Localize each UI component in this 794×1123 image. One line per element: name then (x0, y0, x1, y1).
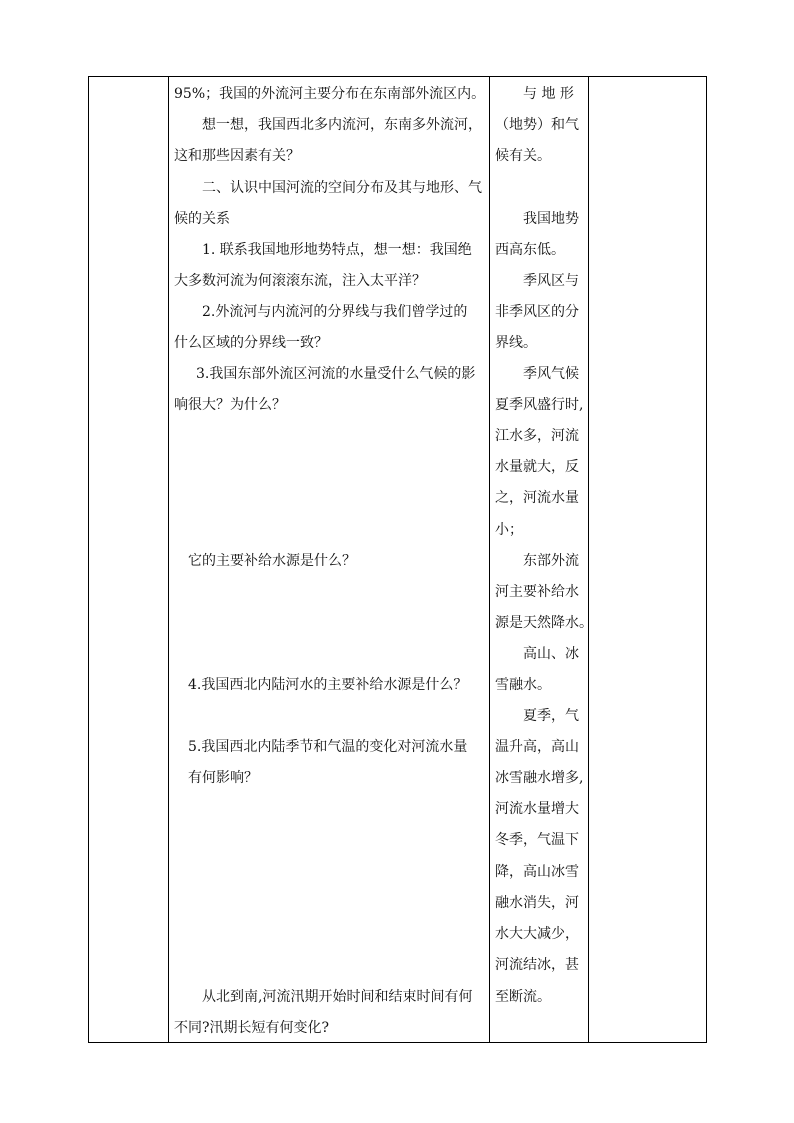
text-line: 非季风区的分 (495, 304, 579, 320)
text-line: 冰雪融水增多, (495, 770, 584, 786)
text-line: 候有关。 (495, 148, 551, 164)
text-line: 雪融水。 (495, 677, 551, 693)
text-line: 河主要补给水 (495, 584, 579, 600)
text-line: 季风区与 (523, 273, 579, 289)
text-line: 温升高，高山 (495, 739, 579, 755)
text-line: 东部外流 (523, 553, 579, 569)
text-line: 5.我国西北内陆季节和气温的变化对河流水量 (188, 739, 468, 755)
text-line: 夏季，气 (523, 708, 579, 724)
text-line: 冬季，气温下 (495, 832, 579, 848)
text-line: 河流结冰，甚 (495, 957, 579, 973)
text-line: 季风气候 (523, 366, 579, 382)
text-line: 源是天然降水。 (495, 615, 593, 631)
text-line: 与 地 形 (523, 86, 574, 102)
text-line: 1. 联系我国地形地势特点，想一想：我国绝 (202, 242, 472, 258)
text-line: 想一想，我国西北多内流河，东南多外流河， (202, 117, 482, 133)
text-line: 4.我国西北内陆河水的主要补给水源是什么？ (188, 677, 468, 693)
text-line: 从北到南,河流汛期开始时间和结束时间有何 (202, 989, 473, 1005)
text-line: 之，河流水量 (495, 490, 579, 506)
text-line: 大多数河流为何滚滚东流，注入太平洋？ (174, 273, 426, 289)
column-divider (588, 77, 589, 1042)
text-line: 水大大减少， (495, 926, 579, 942)
text-line: 这和那些因素有关？ (174, 148, 300, 164)
text-line: 夏季风盛行时, (495, 397, 584, 413)
text-line: 响很大？为什么？ (174, 397, 286, 413)
text-line: 我国地势 (523, 211, 579, 227)
text-line: 界线。 (495, 335, 537, 351)
text-line: 高山、冰 (523, 646, 579, 662)
text-line: 2.外流河与内流河的分界线与我们曾学过的 (202, 304, 468, 320)
text-line: 3.我国东部外流区河流的水量受什么气候的影 (196, 366, 476, 382)
text-line: 融水消失，河 (495, 895, 579, 911)
text-line: 水量就大，反 (495, 459, 579, 475)
text-line: 什么区域的分界线一致？ (174, 335, 328, 351)
text-line: 降，高山冰雪 (495, 864, 579, 880)
text-line: 不同?汛期长短有何变化? (174, 1020, 330, 1036)
text-line: 95%；我国的外流河主要分布在东南部外流区内。 (174, 86, 486, 102)
text-line: 江水多，河流 (495, 428, 579, 444)
text-line: 二、认识中国河流的空间分布及其与地形、气 (202, 180, 482, 196)
column-divider (489, 77, 490, 1042)
text-line: 西高东低。 (495, 242, 565, 258)
text-line: 河流水量增大 (495, 801, 579, 817)
text-line: 至断流。 (495, 989, 551, 1005)
text-line: （地势）和气 (495, 117, 579, 133)
text-line: 有何影响？ (188, 770, 258, 786)
text-line: 它的主要补给水源是什么？ (188, 553, 356, 569)
text-line: 候的关系 (174, 211, 230, 227)
text-line: 小； (495, 522, 523, 538)
column-divider (168, 77, 169, 1042)
